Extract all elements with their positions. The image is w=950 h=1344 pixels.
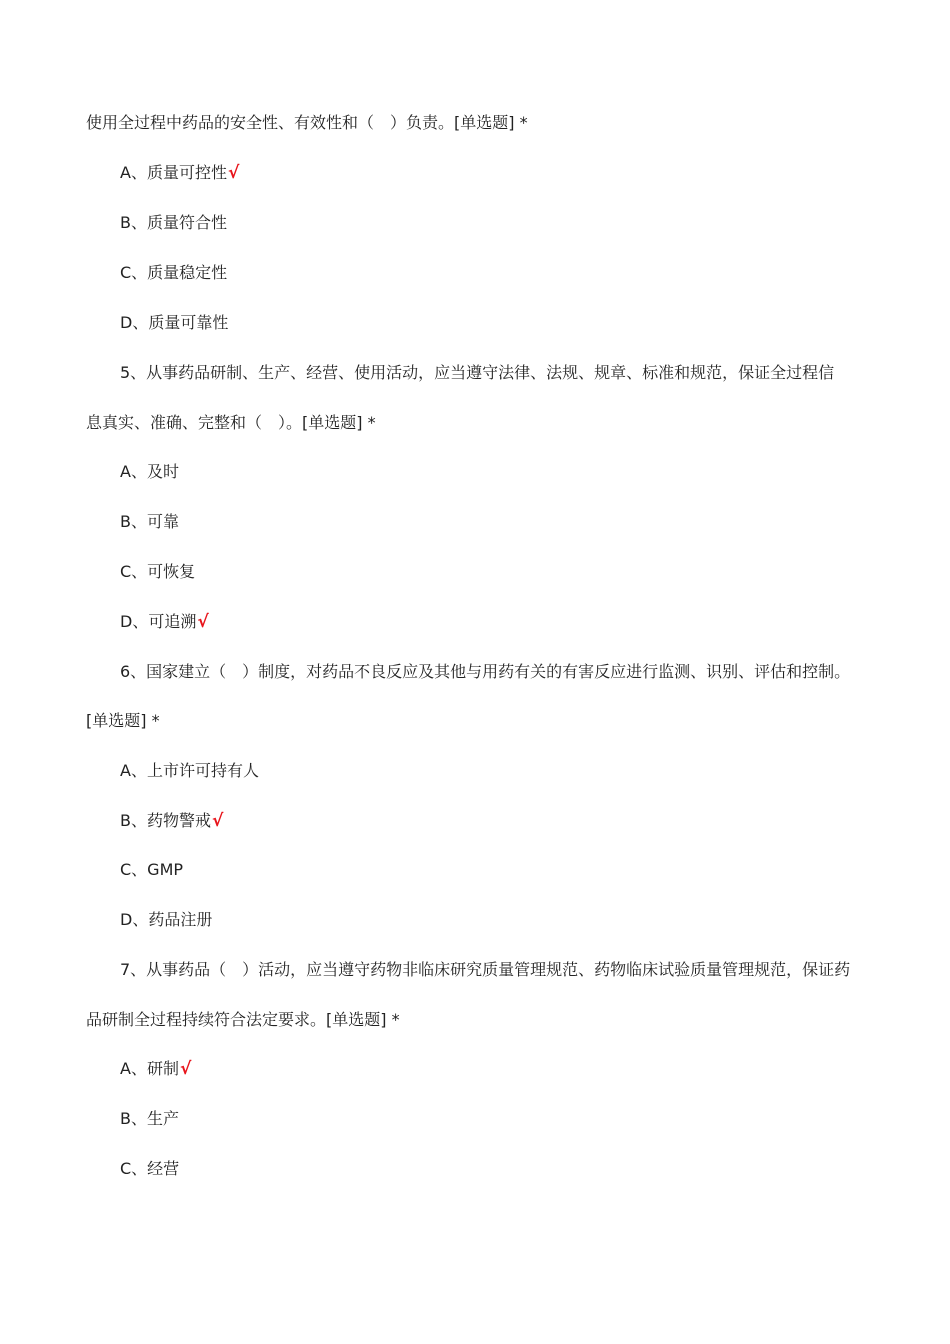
option-b	[120, 1108, 179, 1130]
option-d	[120, 611, 209, 633]
option-label: B、生产	[120, 1109, 179, 1128]
question-text-line: 7、从事药品（ ）活动，应当遵守药物非临床研究质量管理规范、药物临床试验质量管理规范，保证药	[120, 960, 851, 979]
option-label: A、质量可控性	[120, 163, 227, 182]
option-b	[120, 511, 179, 533]
question-text-line: 6、国家建立（ ）制度，对药品不良反应及其他与用药有关的有害反应进行监测、识别、评估和控制。	[120, 662, 851, 681]
option-label: A、研制	[120, 1059, 179, 1078]
option-label: D、质量可靠性	[120, 313, 229, 332]
option-a	[120, 461, 179, 483]
option-label: A、及时	[120, 462, 179, 481]
option-b	[120, 810, 223, 832]
question-text-line: 使用全过程中药品的安全性、有效性和（ ）负责。[单选题] *	[86, 113, 528, 132]
option-c	[120, 561, 195, 583]
question-text-line: 息真实、准确、完整和（ ）。[单选题] *	[86, 413, 376, 432]
question-text-line: [单选题] *	[86, 711, 160, 730]
option-label: D、可追溯	[120, 612, 197, 631]
option-label: B、药物警戒	[120, 811, 211, 830]
question-text-line: 品研制全过程持续符合法定要求。[单选题] *	[86, 1010, 400, 1029]
option-b	[120, 212, 227, 234]
option-c	[120, 859, 183, 881]
option-label: C、GMP	[120, 860, 184, 879]
option-label: B、质量符合性	[120, 213, 227, 232]
checkmark-icon: √	[179, 1059, 192, 1079]
checkmark-icon: √	[227, 163, 240, 183]
option-label: C、可恢复	[120, 562, 196, 581]
option-a	[120, 1058, 191, 1080]
checkmark-icon: √	[197, 612, 209, 632]
option-label: B、可靠	[120, 512, 179, 531]
option-a	[120, 760, 259, 782]
option-d	[120, 312, 228, 334]
option-c	[120, 262, 227, 284]
option-label: C、质量稳定性	[120, 263, 228, 282]
checkmark-icon: √	[211, 811, 224, 831]
option-c	[120, 1158, 179, 1180]
option-label: D、药品注册	[120, 910, 213, 929]
option-label: C、经营	[120, 1159, 180, 1178]
option-d	[120, 909, 212, 931]
question-text-line: 5、从事药品研制、生产、经营、使用活动，应当遵守法律、法规、规章、标准和规范，保证全过程信	[120, 363, 835, 382]
option-label: A、上市许可持有人	[120, 761, 259, 780]
option-a	[120, 162, 239, 184]
